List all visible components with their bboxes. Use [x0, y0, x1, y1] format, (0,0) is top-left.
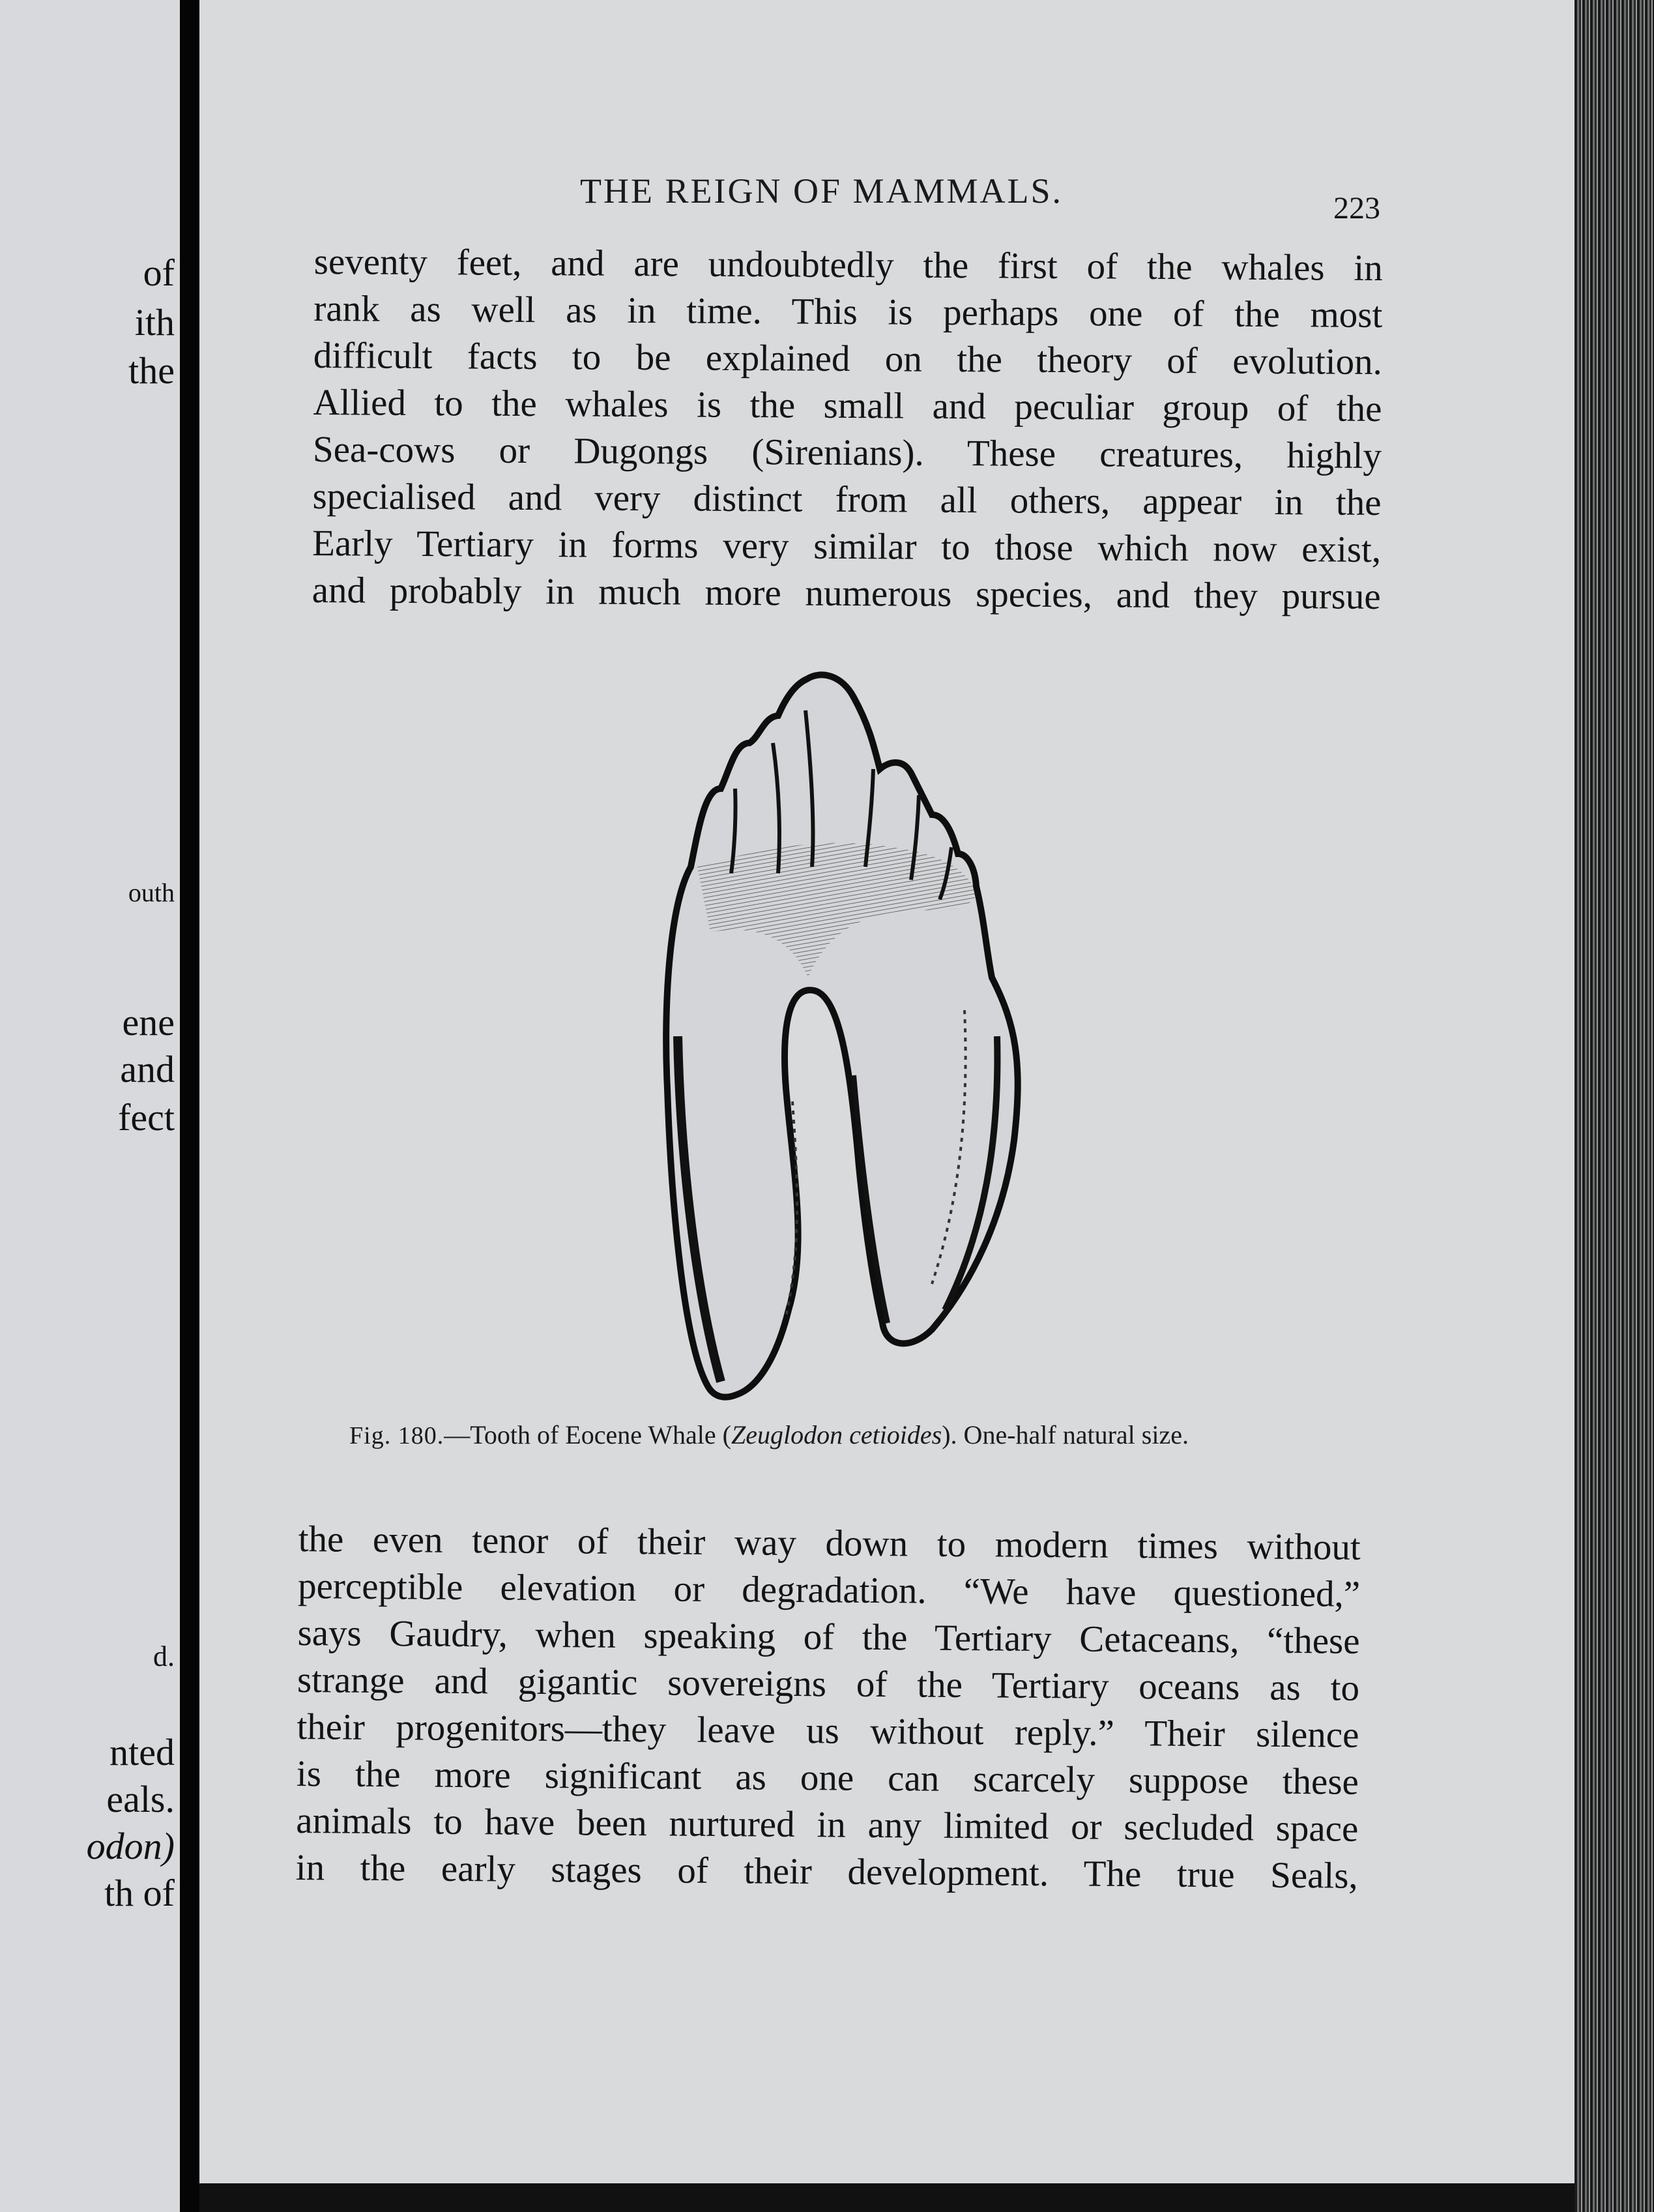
- page-number: 223: [1333, 191, 1380, 226]
- text-line: rank as well as in time. This is perhaps one of the most: [313, 287, 1383, 336]
- text-line: animals to have been nurtured in any limited or secluded space: [296, 1799, 1359, 1850]
- text-line: strange and gigantic sovereigns of the Tertiary oceans as to: [297, 1659, 1360, 1709]
- figure-label: Fig. 180.: [349, 1422, 444, 1449]
- bottom-paragraph: [295, 1516, 1360, 1900]
- facing-page-fragment: the: [128, 349, 175, 392]
- text-line: Sea-cows or Dugongs (Sirenians). These creatures, highly: [312, 428, 1382, 477]
- top-paragraph: [312, 239, 1382, 620]
- bottom-shadow: [199, 2183, 1574, 2212]
- facing-page: [0, 0, 180, 2212]
- text-line: perceptible elevation or degradation. “We have questioned,”: [297, 1565, 1361, 1615]
- text-line: their progenitors—they leave us without reply.” Their silence: [297, 1706, 1359, 1756]
- facing-page-fragment: odon): [86, 1825, 175, 1867]
- text-line: difficult facts to be explained on the theory of evolution.: [313, 334, 1383, 383]
- text-line: in the early stages of their development. The true Seals,: [295, 1846, 1358, 1897]
- text-line: says Gaudry, when speaking of the Tertiary Cetaceans, “these: [297, 1612, 1360, 1662]
- species-name: Zeuglodon cetioides: [731, 1420, 942, 1449]
- text-line: specialised and very distinct from all others, appear in the: [312, 475, 1382, 524]
- figure-caption: [349, 1419, 1189, 1450]
- text-line: Allied to the whales is the small and peculiar group of the: [313, 381, 1382, 430]
- book-gutter: [180, 0, 199, 2212]
- caption-text: —Tooth of Eocene Whale (: [444, 1420, 731, 1449]
- facing-page-fragment: nted: [109, 1731, 175, 1773]
- text-line: is the more significant as one can scarcely suppose these: [296, 1753, 1359, 1803]
- caption-text: ). One-half natural size.: [942, 1420, 1189, 1449]
- facing-page-fragment: fect: [118, 1096, 175, 1139]
- text-line: and probably in much more numerous species, and they pursue: [312, 569, 1381, 618]
- text-line: the even tenor of their way down to modern times without: [298, 1518, 1361, 1568]
- facing-page-fragment: of: [143, 252, 175, 294]
- page-edges: [1574, 0, 1654, 2212]
- facing-page-fragment: and: [120, 1048, 175, 1090]
- facing-page-fragment: eals.: [106, 1778, 175, 1820]
- facing-page-fragment: ene: [122, 1001, 175, 1043]
- text-line: seventy feet, and are undoubtedly the first of the whales in: [313, 240, 1383, 289]
- running-title: THE REIGN OF MAMMALS.: [580, 171, 1064, 211]
- facing-page-fragment: outh: [128, 878, 175, 907]
- facing-page-fragment: th of: [104, 1872, 175, 1914]
- facing-page-fragment: ith: [134, 301, 175, 343]
- zeuglodon-tooth-illustration: [658, 671, 1036, 1414]
- text-line: Early Tertiary in forms very similar to those which now exist,: [312, 522, 1382, 571]
- facing-page-fragment: d.: [153, 1640, 175, 1672]
